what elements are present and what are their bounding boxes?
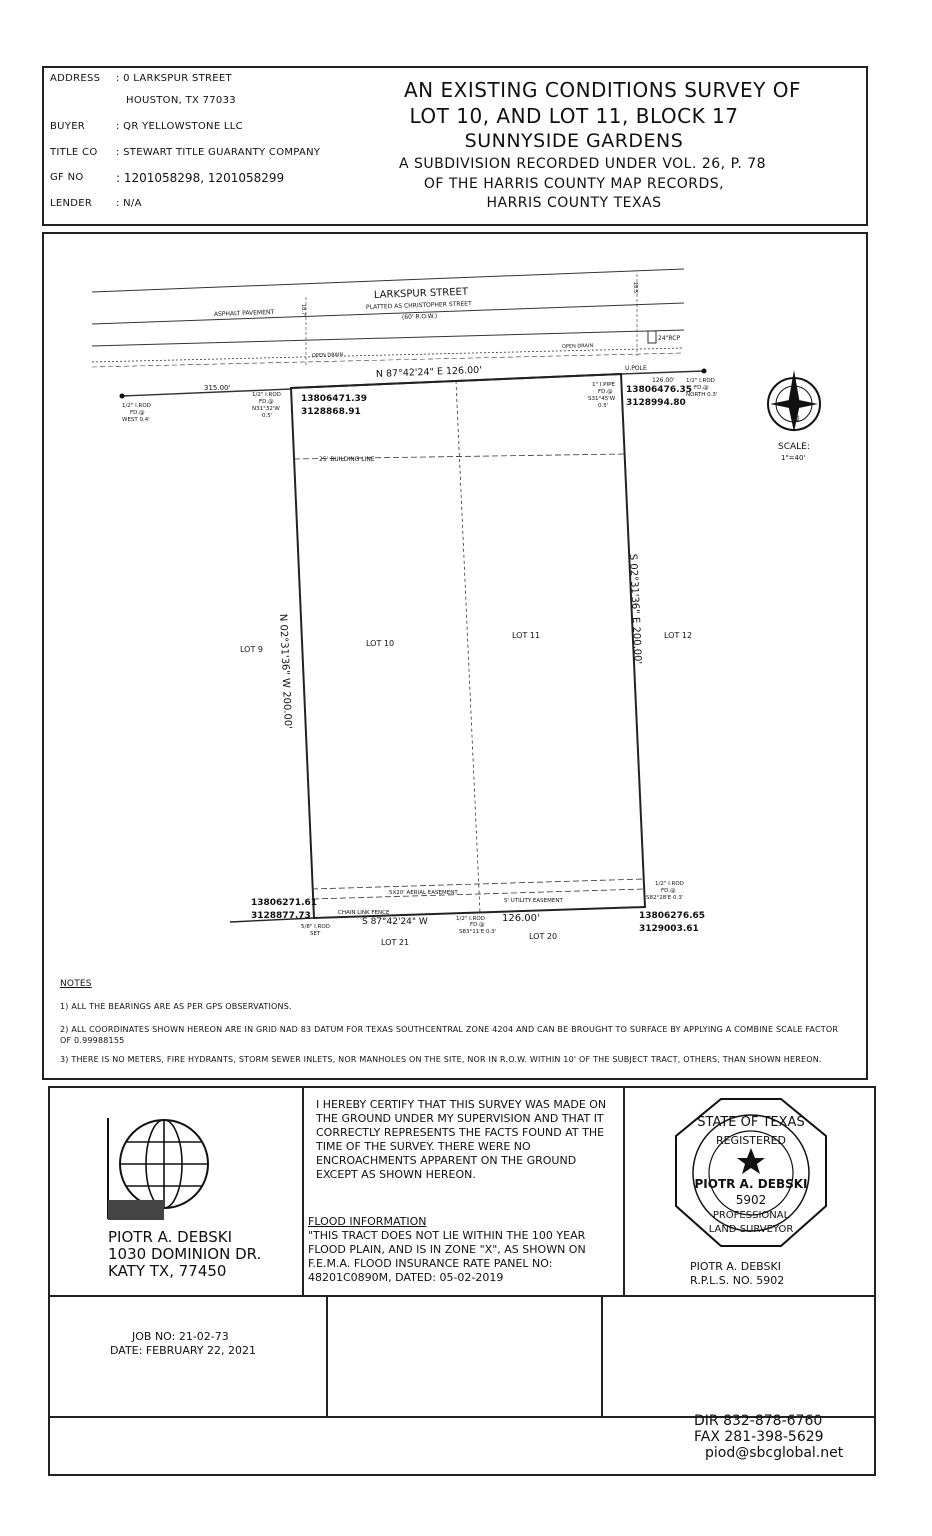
survey-title-2: LOT 10, AND LOT 11, BLOCK 17 xyxy=(409,104,739,128)
seal-number: 5902 xyxy=(735,1193,767,1207)
buyer-label: BUYER xyxy=(50,121,86,132)
dist-126-top: 126.00' xyxy=(652,377,675,384)
seal-registered: REGISTERED xyxy=(715,1134,787,1147)
note-3: 3) THERE IS NO METERS, FIRE HYDRANTS, STORM SEWER INLETS, NOR MANHOLES ON THE SITE, NOR IN R.O.W. WITHIN 10' OF THE SUBJECT TRACT, OTHERS, THAN SHOWN HEREON. xyxy=(60,1055,822,1064)
coord-ne-e: 3128994.80 xyxy=(626,398,686,408)
coord-se-e: 3129003.61 xyxy=(639,924,699,934)
building-line-label: 25' BUILDING LINE xyxy=(319,456,375,463)
lot9-label: LOT 9 xyxy=(240,645,263,654)
seal-land-surveyor: LAND SURVEYOR xyxy=(708,1224,794,1235)
rod-far-right: 1/2" I.ROD FD.@ NORTH 0.3' xyxy=(686,378,718,398)
lot20-label: LOT 20 xyxy=(529,932,558,941)
flood-text: "THIS TRACT DOES NOT LIE WITHIN THE 100 YEAR FLOOD PLAIN, AND IS IN ZONE "X", AS SHOWN ON F.E.M.A. FLOOD INSURANCE RATE PANEL NO: 48201C0890M, DATED: 05-02-2019 xyxy=(308,1229,586,1284)
rcp-pipe xyxy=(648,331,656,343)
rod-nw: 1/2" I.ROD FD.@ N31°32'W 0.5' xyxy=(252,392,281,419)
address-line2: HOUSTON, TX 77033 xyxy=(126,95,236,106)
globe-logo-icon xyxy=(106,1114,216,1224)
surveyor-seal-icon xyxy=(666,1096,836,1256)
job-date: DATE: FEBRUARY 22, 2021 xyxy=(110,1344,257,1357)
survey-title-3: SUNNYSIDE GARDENS xyxy=(464,130,684,152)
rod-se: 1/2" I.ROD FD.@ S82°28'E 0.3' xyxy=(646,881,684,901)
titleco-label: TITLE CO xyxy=(50,147,98,158)
utility-easement: 5' UTILITY EASEMENT xyxy=(504,898,563,904)
seal-caption-rpls: R.P.L.S. NO. 5902 xyxy=(690,1274,785,1287)
footer-vline-1 xyxy=(302,1088,304,1296)
seal-name: PIOTR A. DEBSKI xyxy=(694,1177,808,1191)
north-bearing: N 87°42'24" E 126.00' xyxy=(375,364,483,380)
survey-title-4: A SUBDIVISION RECORDED UNDER VOL. 26, P. 78 xyxy=(399,156,767,172)
footer-hline-1 xyxy=(50,1295,874,1297)
certification-text: I HEREBY CERTIFY THAT THIS SURVEY WAS MADE ON THE GROUND UNDER MY SUPERVISION AND THAT IT CORRECTLY REPRESENTS THE FACTS FOUND AT THE TIME OF THE SURVEY. THERE WERE NO ENCROACHMENTS APPARENT ON THE GROUND EXCEPT AS SHOWN HEREON. xyxy=(316,1098,607,1181)
surveyor-name: PIOTR A. DEBSKI xyxy=(108,1228,232,1246)
seal-state: STATE OF TEXAS xyxy=(697,1115,805,1130)
job-number: JOB NO: 21-02-73 xyxy=(132,1330,229,1343)
survey-title-6: HARRIS COUNTY TEXAS xyxy=(486,195,662,211)
rcp-label: 24"RCP xyxy=(658,335,681,342)
survey-title-1: AN EXISTING CONDITIONS SURVEY OF xyxy=(404,78,801,102)
survey-title-5: OF THE HARRIS COUNTY MAP RECORDS, xyxy=(423,176,725,192)
lot10-label: LOT 10 xyxy=(366,639,395,648)
lender-value: : N/A xyxy=(116,198,142,209)
plat-drawing xyxy=(44,234,866,1078)
lot11-label: LOT 11 xyxy=(512,631,541,640)
open-drain-right: OPEN DRAIN xyxy=(561,342,594,350)
rod-mid-south: 1/2" I.ROD FD.@ S83°11'E 0.3' xyxy=(456,916,497,935)
note-2: 2) ALL COORDINATES SHOWN HEREON ARE IN GRID NAD 83 DATUM FOR TEXAS SOUTHCENTRAL ZONE 4204 AND CAN BE BROUGHT TO SURFACE BY APPLYING A COMBINE SCALE FACTOR OF 0.99988155 xyxy=(60,1025,839,1045)
aerial-easement: 5X20' AERIAL EASEMENT xyxy=(389,890,458,896)
seal-caption-name: PIOTR A. DEBSKI xyxy=(690,1260,781,1273)
surveyor-address-1: 1030 DOMINION DR. xyxy=(108,1245,262,1263)
surveyor-address-2: KATY TX, 77450 xyxy=(108,1262,227,1280)
gf-label: GF NO xyxy=(50,172,84,183)
titleco-value: : STEWART TITLE GUARANTY COMPANY xyxy=(116,147,321,158)
contact-fax: FAX 281-398-5629 xyxy=(694,1429,824,1445)
buyer-value: : QR YELLOWSTONE LLC xyxy=(116,121,243,132)
rod-sw-set: 5/8" I.ROD SET xyxy=(301,924,330,937)
contact-email: piod@sbcglobal.net xyxy=(705,1445,844,1461)
lender-label: LENDER xyxy=(50,198,93,209)
address-line1: : 0 LARKSPUR STREET xyxy=(116,73,232,84)
coord-nw-e: 3128868.91 xyxy=(301,407,361,417)
east-bearing: S 02°31'36" E 200.00' xyxy=(627,553,643,665)
asphalt-label: ASPHALT PAVEMENT xyxy=(213,308,275,318)
street-edge-row xyxy=(92,330,684,346)
gf-value: : 1201058298, 1201058299 xyxy=(116,171,285,185)
contact-dir: DIR 832-878-6760 xyxy=(694,1413,823,1429)
coord-sw-e: 3128877.73 xyxy=(251,911,311,921)
dim-right-top: 18.5' xyxy=(632,282,638,295)
street-platted: PLATTED AS CHRISTOPHER STREET xyxy=(365,300,472,311)
footer-box xyxy=(48,1086,876,1476)
pipe-ne: 1" I.PIPE FD.@ S31°45'W 0.5' xyxy=(588,382,616,409)
coord-sw-n: 13806271.61 xyxy=(251,898,318,908)
coord-ne-n: 13806476.35 xyxy=(626,385,693,395)
south-bearing: S 87°42'24" W xyxy=(362,917,428,927)
rod-far-left: 1/2" I.ROD FD.@ WEST 0.4' xyxy=(122,403,151,423)
lot-divider xyxy=(456,381,480,913)
south-dist: 126.00' xyxy=(502,913,540,924)
seal-professional: PROFESSIONAL xyxy=(712,1210,790,1221)
street-name: LARKSPUR STREET xyxy=(373,286,469,301)
footer-vline-4 xyxy=(601,1295,603,1417)
street-row: (60' R.O.W.) xyxy=(401,312,438,321)
lot21-label: LOT 21 xyxy=(381,938,410,947)
address-label: ADDRESS xyxy=(50,73,101,84)
svg-text:N: N xyxy=(792,415,800,425)
chain-fence: CHAIN LINK FENCE xyxy=(338,910,390,916)
lot12-label: LOT 12 xyxy=(664,631,693,640)
dist-315: 315.00' xyxy=(204,384,231,392)
scale-value: 1"=40' xyxy=(781,454,806,462)
footer-vline-3 xyxy=(326,1295,328,1417)
coord-nw-n: 13806471.39 xyxy=(301,394,368,404)
upole-label: U.POLE xyxy=(625,365,647,372)
dim-left-top: 18.7' xyxy=(300,304,306,317)
notes-heading: NOTES xyxy=(60,979,92,989)
coord-se-n: 13806276.65 xyxy=(639,911,706,921)
plat-box xyxy=(42,232,868,1080)
note-1: 1) ALL THE BEARINGS ARE AS PER GPS OBSERVATIONS. xyxy=(60,1002,292,1011)
west-bearing: N 02°31'36" W 200.00' xyxy=(277,613,294,730)
open-drain-left: OPEN DRAIN xyxy=(311,351,344,359)
flood-heading: FLOOD INFORMATION xyxy=(308,1215,427,1228)
north-arrow-icon xyxy=(768,370,820,432)
header-box xyxy=(42,66,868,226)
scale-label: SCALE: xyxy=(778,442,810,452)
